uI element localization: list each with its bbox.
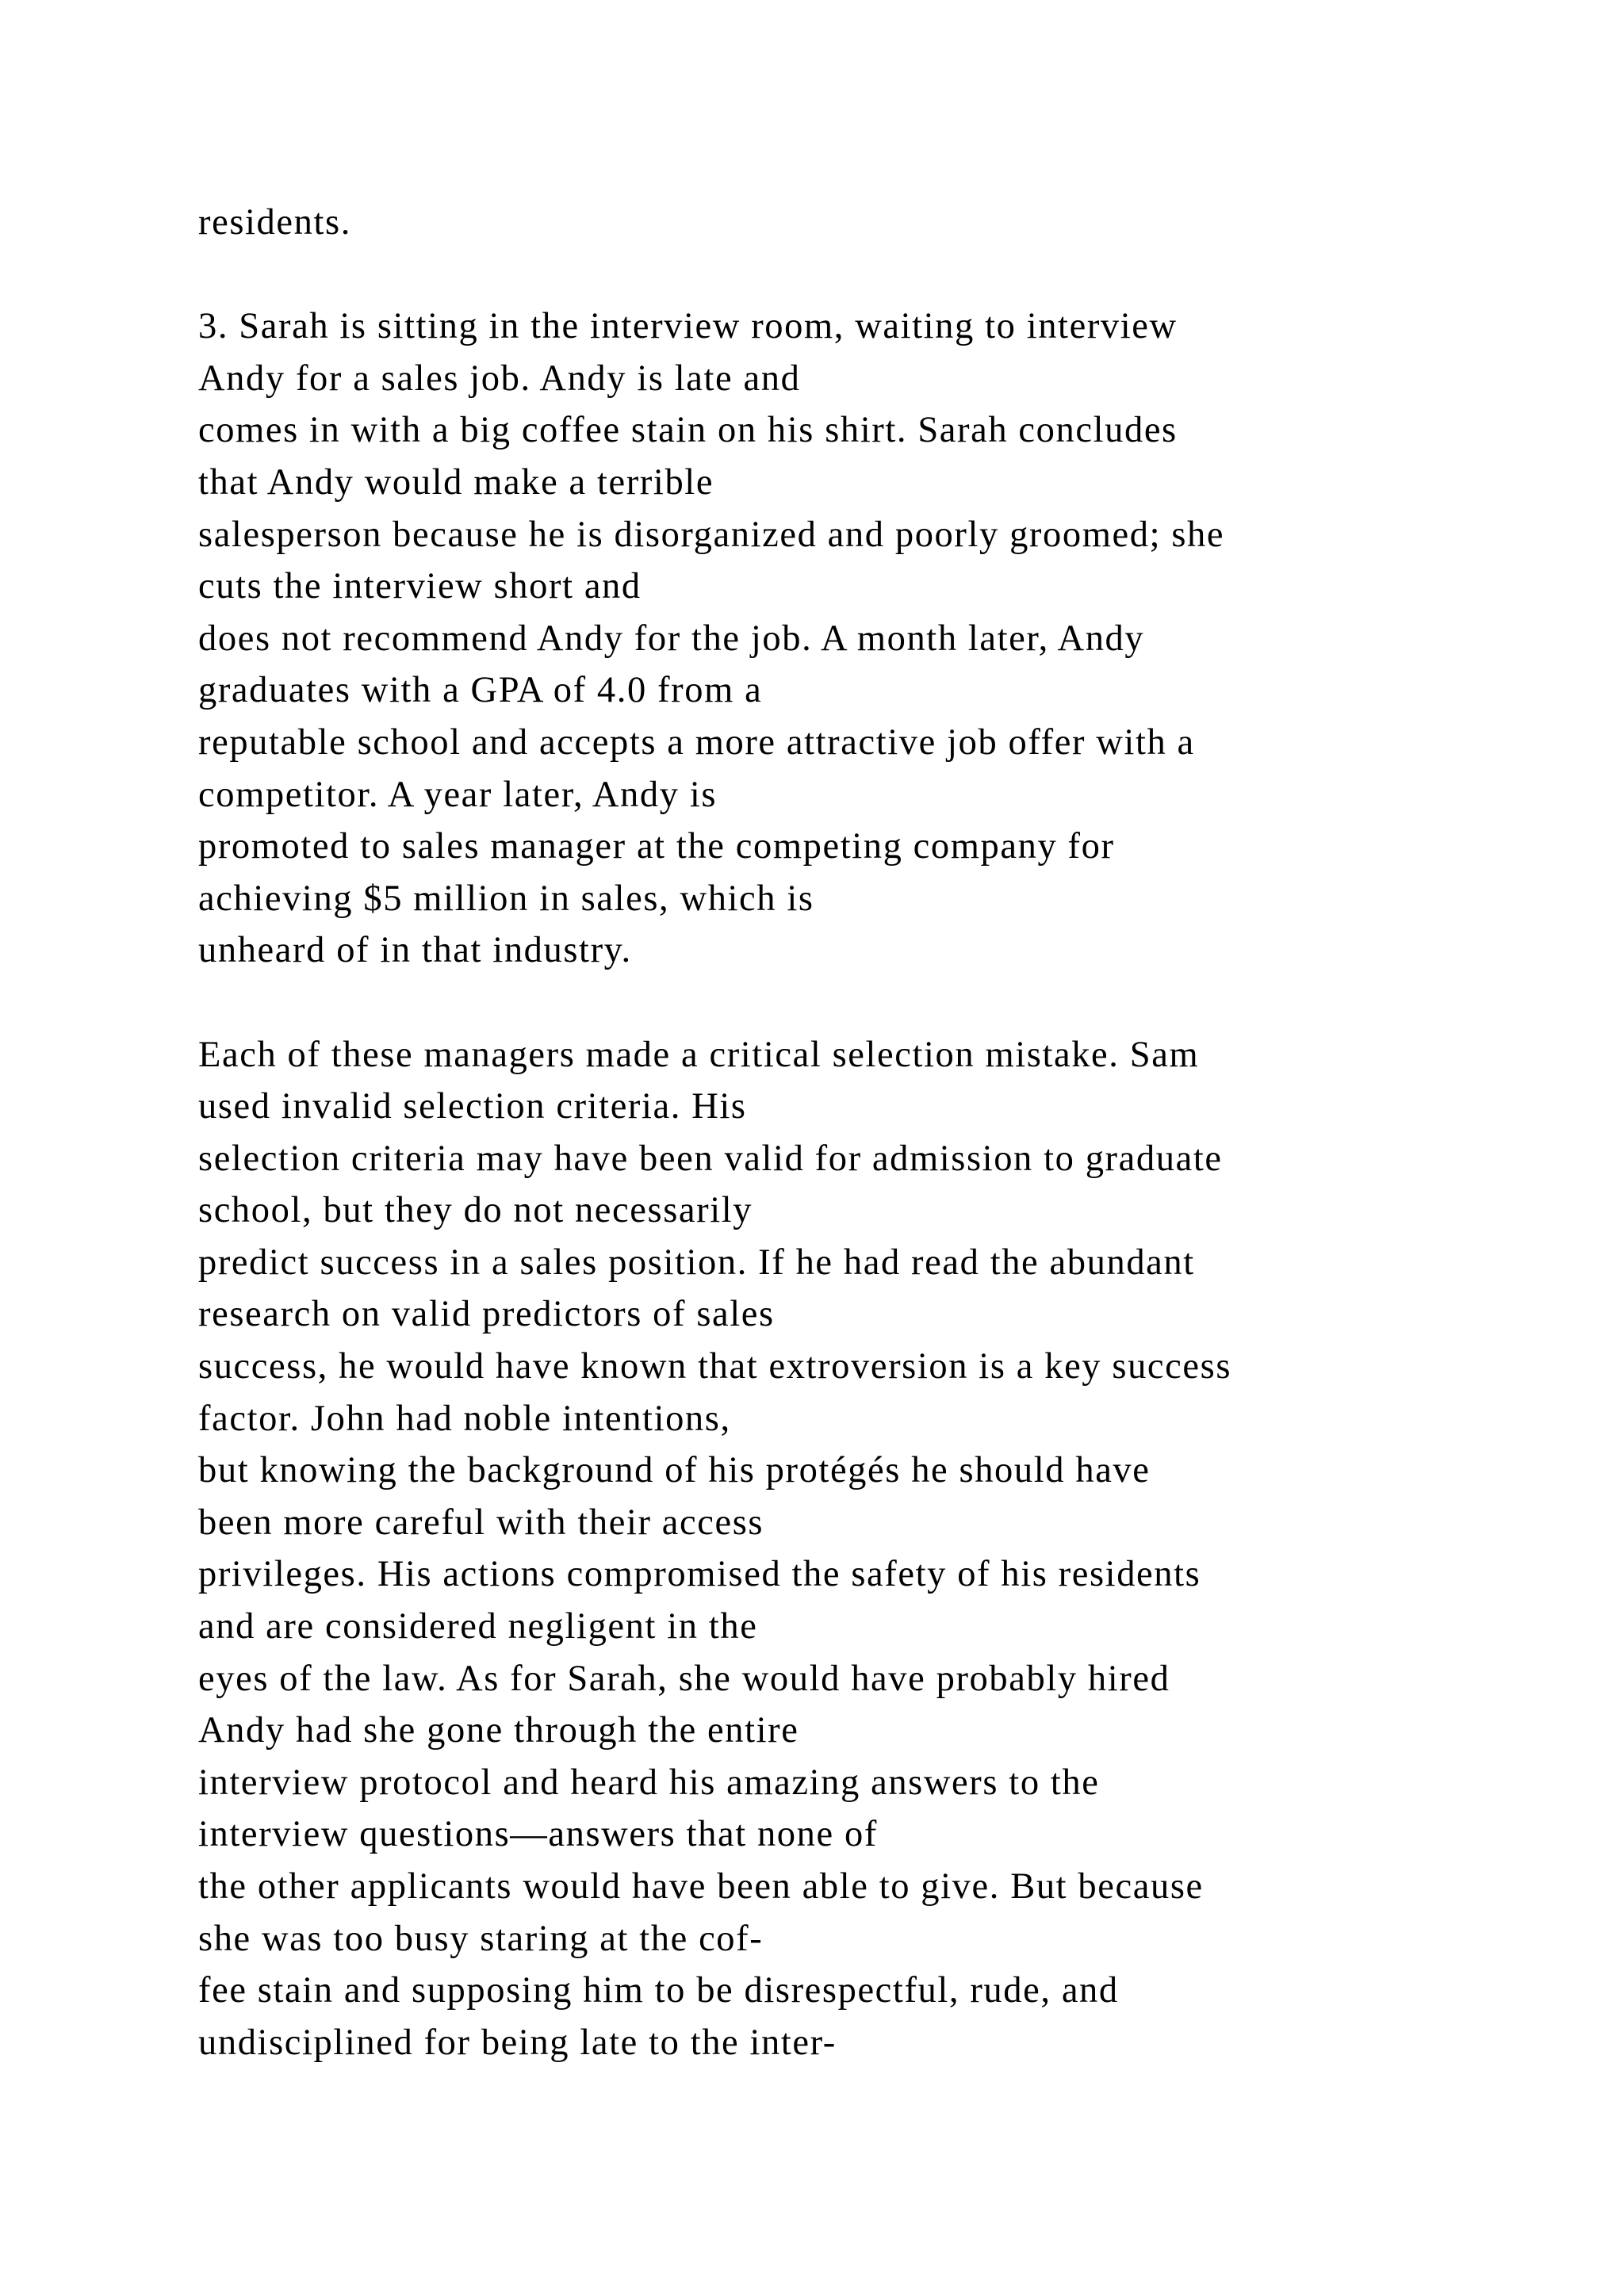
text-line: Andy for a sales job. Andy is late and: [198, 358, 801, 399]
text-line: does not recommend Andy for the job. A month later, Andy: [198, 618, 1145, 659]
text-line: and are considered negligent in the: [198, 1606, 758, 1647]
text-line: success, he would have known that extroversion is a key success: [198, 1346, 1232, 1387]
paragraph-break: [198, 249, 1562, 301]
text-line: Each of these managers made a critical selection mistake. Sam: [198, 1034, 1200, 1075]
text-line: comes in with a big coffee stain on his shirt. Sarah concludes: [198, 410, 1178, 451]
text-line: reputable school and accepts a more attractive job offer with a: [198, 721, 1195, 763]
text-line: used invalid selection criteria. His: [198, 1086, 747, 1127]
text-line: 3. Sarah is sitting in the interview room, waiting to interview: [198, 306, 1178, 347]
text-line: predict success in a sales position. If he had read the abundant: [198, 1242, 1195, 1283]
document-text: [198, 197, 1562, 2068]
text-line: the other applicants would have been able to give. But because: [198, 1866, 1204, 1907]
text-line: achieving $5 million in sales, which is: [198, 878, 814, 919]
text-line: undisciplined for being late to the inter-: [198, 2022, 837, 2063]
text-line: been more careful with their access: [198, 1502, 764, 1543]
text-line: salesperson because he is disorganized and poorly groomed; she: [198, 514, 1225, 555]
text-line: eyes of the law. As for Sarah, she would have probably hired: [198, 1658, 1170, 1699]
text-line: interview protocol and heard his amazing answers to the: [198, 1762, 1100, 1803]
text-line: research on valid predictors of sales: [198, 1294, 775, 1335]
paragraph-break: [198, 977, 1562, 1029]
text-line: graduates with a GPA of 4.0 from a: [198, 670, 763, 711]
text-line: Andy had she gone through the entire: [198, 1710, 799, 1751]
text-line: interview questions—answers that none of: [198, 1814, 878, 1855]
text-line: unheard of in that industry.: [198, 930, 632, 971]
text-line: that Andy would make a terrible: [198, 461, 714, 503]
text-line: competitor. A year later, Andy is: [198, 774, 718, 815]
text-line: she was too busy staring at the cof-: [198, 1918, 764, 1959]
text-line: factor. John had noble intentions,: [198, 1398, 731, 1439]
text-line: but knowing the background of his protégés he should have: [198, 1450, 1151, 1491]
text-line: selection criteria may have been valid for admission to graduate: [198, 1138, 1223, 1179]
text-line: school, but they do not necessarily: [198, 1190, 753, 1231]
text-line: promoted to sales manager at the competing company for: [198, 826, 1115, 867]
text-line: fee stain and supposing him to be disrespectful, rude, and: [198, 1970, 1119, 2011]
text-line: privileges. His actions compromised the safety of his residents: [198, 1554, 1201, 1595]
text-line: residents.: [198, 202, 351, 243]
text-line: cuts the interview short and: [198, 566, 642, 607]
